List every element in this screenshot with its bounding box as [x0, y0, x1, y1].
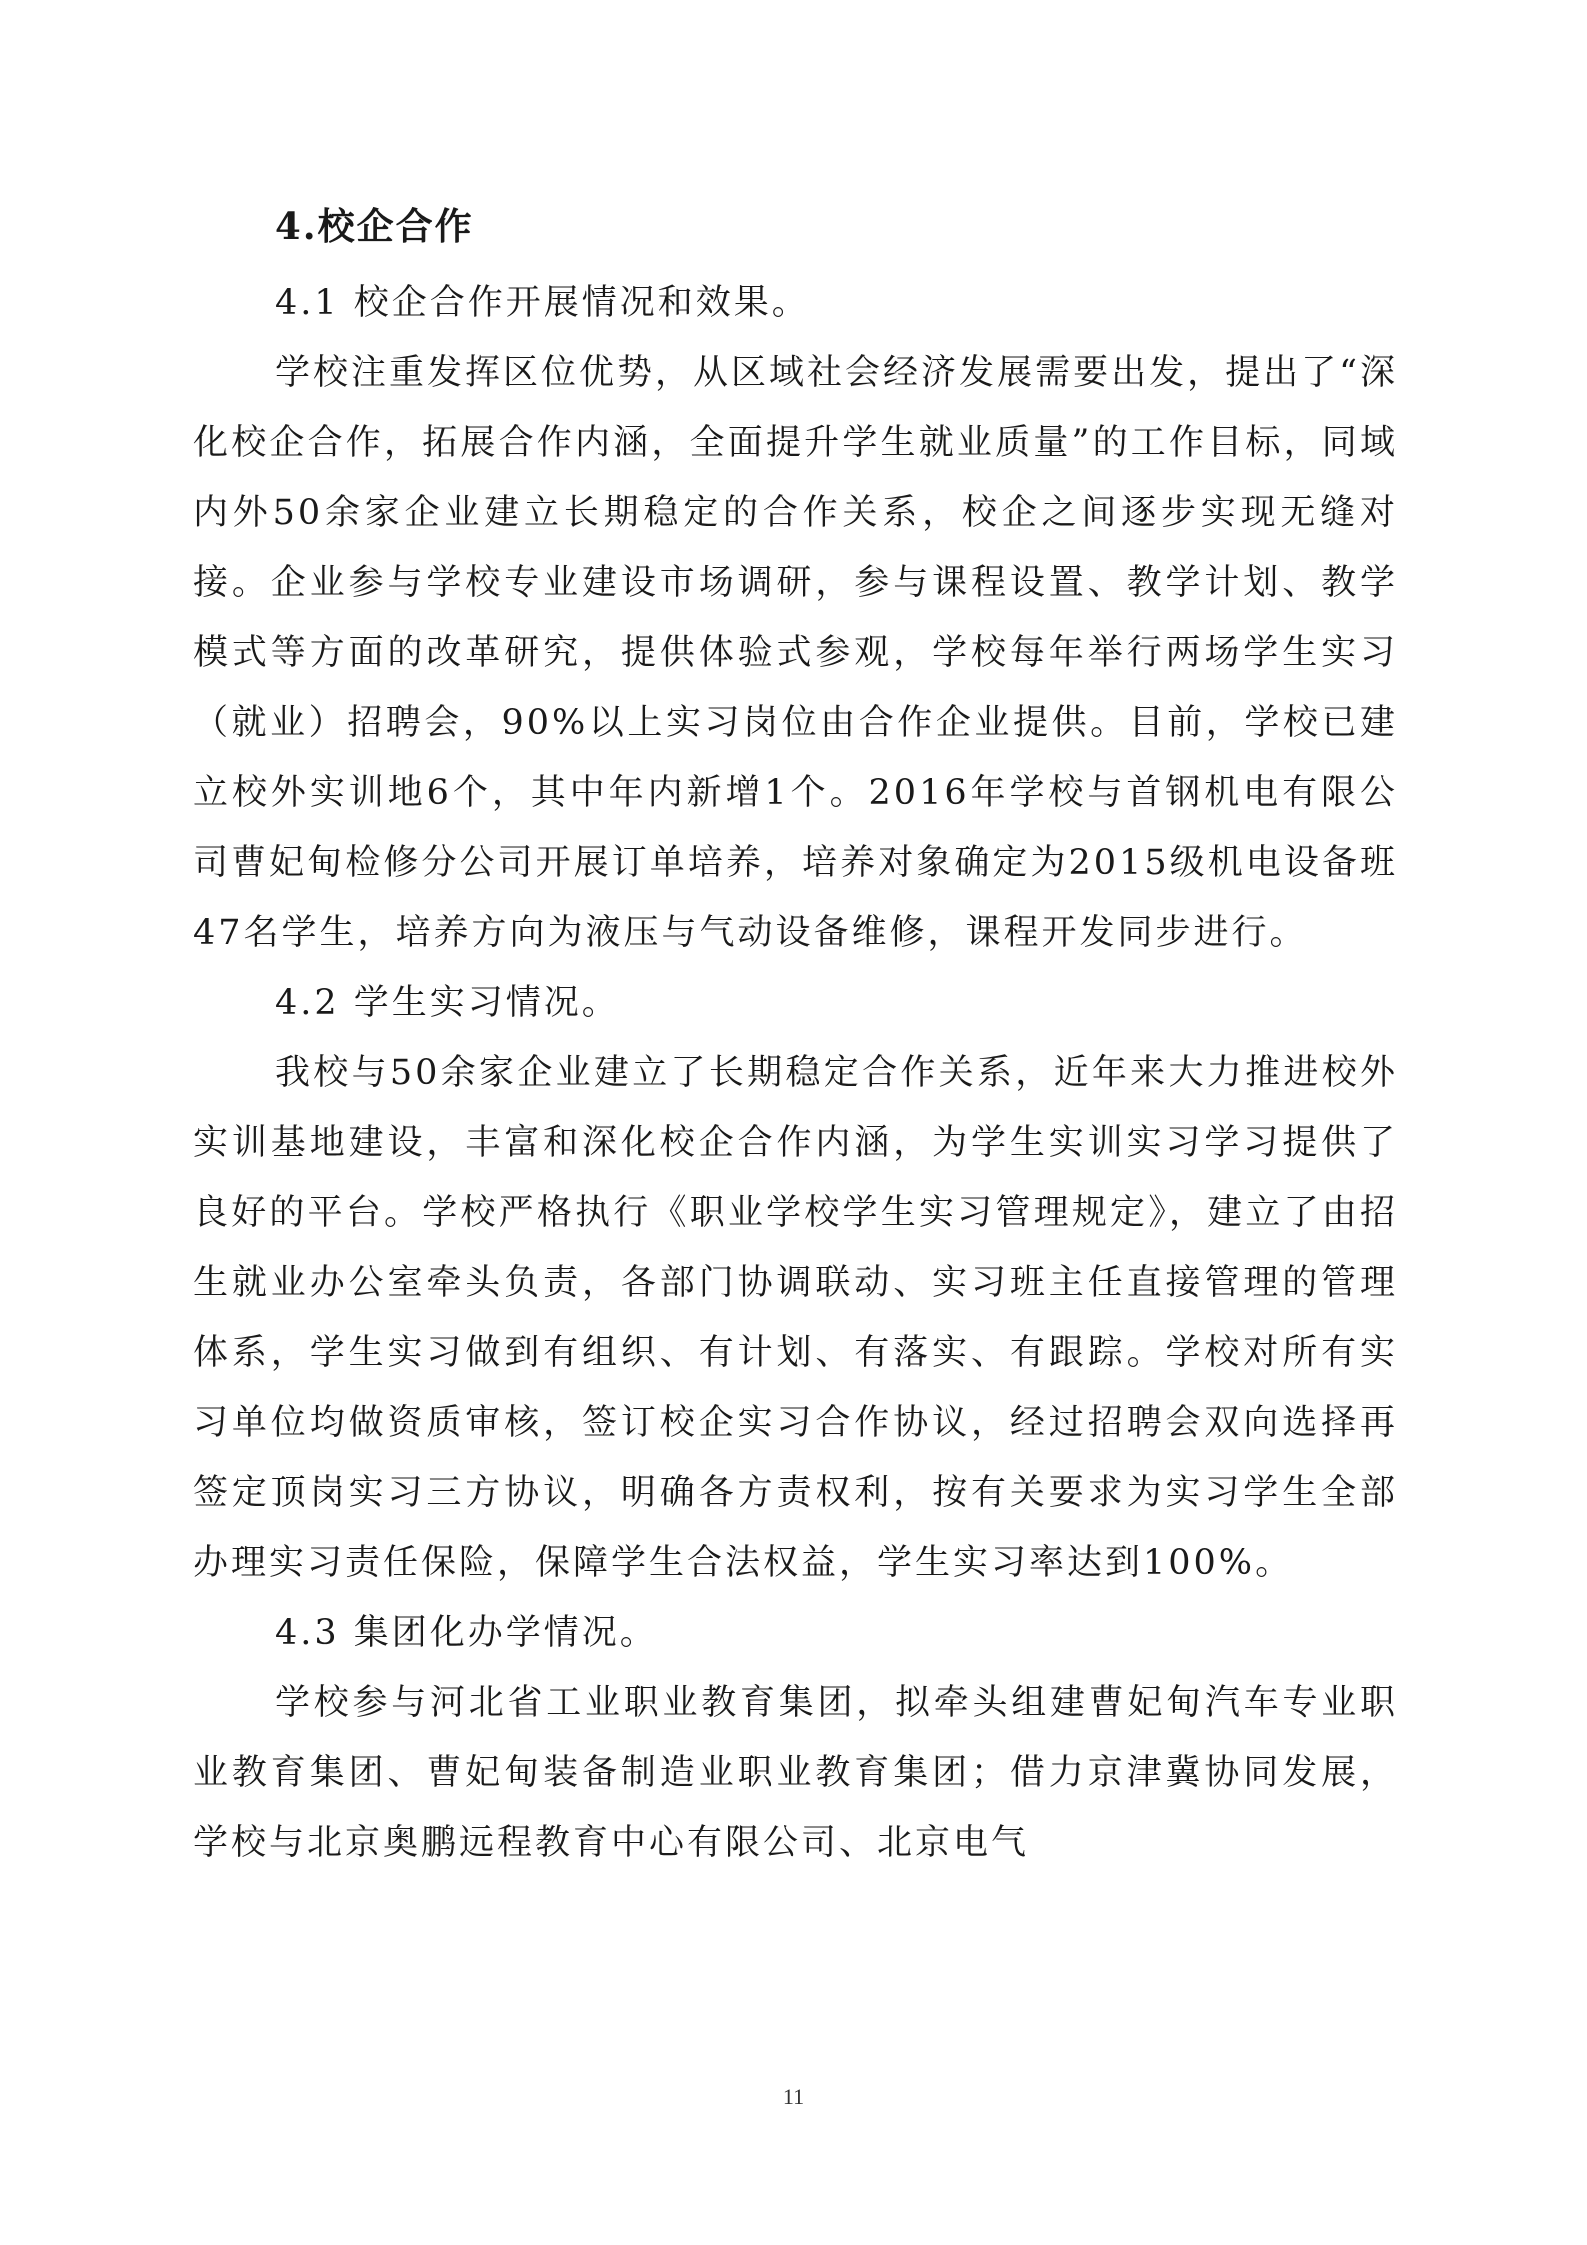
- subsection-heading-4-1: 4.1 校企合作开展情况和效果。: [275, 283, 810, 323]
- paragraph-4-1: 学校注重发挥区位优势，从区域社会经济发展需要出发，提出了“深化校企合作，拓展合作内涵，全面提升学生就业质量”的工作目标，同域内外50余家企业建立长期稳定的合作关系，校企之间逐步实现无缝对接。企业参与学校专业建设市场调研，参与课程设置、教学计划、教学模式等方面的改革研究，提供体验式参观，学校每年举行两场学生实习（就业）招聘会，90%以上实习岗位由合作企业提供。目前，学校已建立校外实训地6个，其中年内新增1个。2016年学校与首钢机电有限公司曹妃甸检修分公司开展订单培养，培养对象确定为2015级机电设备班47名学生，培养方向为液压与气动设备维修，课程开发同步进行。: [193, 353, 1398, 953]
- page-number: 11: [782, 2084, 805, 2109]
- paragraph-4-3: 学校参与河北省工业职业教育集团，拟牵头组建曹妃甸汽车专业职业教育集团、曹妃甸装备制造业职业教育集团；借力京津冀协同发展，学校与北京奥鹏远程教育中心有限公司、北京电气: [193, 1683, 1398, 1863]
- paragraph-4-2: 我校与50余家企业建立了长期稳定合作关系，近年来大力推进校外实训基地建设，丰富和深化校企合作内涵，为学生实训实习学习提供了良好的平台。学校严格执行《职业学校学生实习管理规定》，建立了由招生就业办公室牵头负责，各部门协调联动、实习班主任直接管理的管理体系，学生实习做到有组织、有计划、有落实、有跟踪。学校对所有实习单位均做资质审核，签订校企实习合作协议，经过招聘会双向选择再签定顶岗实习三方协议，明确各方责权利，按有关要求为实习学生全部办理实习责任保险，保障学生合法权益，学生实习率达到100%。: [193, 1053, 1398, 1583]
- document-body: [193, 196, 1398, 1878]
- section-heading: 4.校企合作: [275, 204, 474, 248]
- subsection-heading-4-3: 4.3 集团化办学情况。: [275, 1613, 658, 1653]
- subsection-heading-4-2: 4.2 学生实习情况。: [275, 983, 620, 1023]
